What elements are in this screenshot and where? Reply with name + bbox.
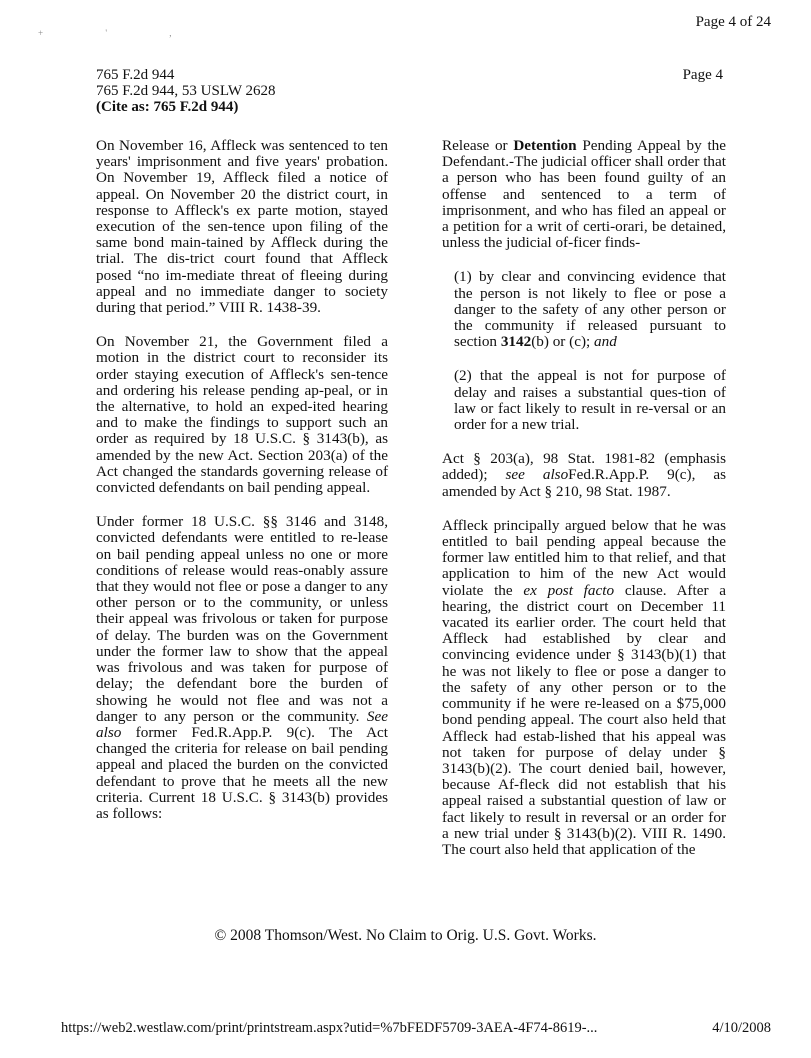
paragraph-former-law (96, 514, 388, 822)
section-3142-bold: 3142 (500, 333, 532, 351)
statute-clause-1 (454, 269, 726, 350)
copyright-notice: © 2008 Thomson/West. No Claim to Orig. U.S. Govt. Works. (214, 927, 597, 944)
citation-line-2: 765 F.2d 944, 53 USLW 2628 (96, 83, 276, 99)
scan-marks: + ' , (38, 28, 202, 38)
former-law-text: Under former 18 U.S.C. §§ 3146 and 3148, convicted defendants were entitled to re-lease on bail pending appeal unless no one or more conditions of release would reas-onably assure that they would not flee or pose a danger to any other person or to the community, or unless their appeal was frivolous or taken for purpose of delay. The burden was on the Government under the former law to show that the appeal was frivolous and was taken for purpose of delay; the defendant bore the burden of showing he would not flee and was not a danger to any person or the community. (96, 513, 388, 725)
citation-block (96, 67, 276, 115)
left-column (96, 138, 388, 840)
statute-clause-2: (2) that the appeal is not for purpose of delay and raises a substantial ques-tion of law or fact likely to result in re-versal or an order for a new trial. (454, 367, 726, 434)
act-citation-text: Act § 203(a), 98 Stat. 1981-82 (emphasis added); (442, 450, 726, 484)
ex-post-facto-italic: ex post facto (523, 581, 615, 599)
cite-as: (Cite as: 765 F.2d 944) (96, 99, 239, 115)
and-emphasis: and (594, 333, 617, 351)
argument-text-cont: clause. After a hearing, the district court on December 11 vacated its earlier order. The court held that Affleck had established by clear and convincing evidence under § 3143(b)(1) that he was not likely to flee or pose a danger to the safety of any other person or to the community if he were re-leased on a $75,000 bond pending appeal. The court also held that Affleck had estab-lished that his appeal was not taken for purpose of delay under § 3143(b)(2). The court denied bail, however, because Af-fleck did not establish that his appeal raised a substantial question of law or fact likely to result in reversal or an order for a new trial under § 3143(b)(2). VIII R. 1490. The court also held that application of the (442, 581, 726, 858)
argument-text: Affleck principally argued below that he was entitled to bail pending appeal because the former law entitled him to that relief, and that application to him of the new Act would violate the (442, 516, 726, 599)
footer-url: https://web2.westlaw.com/print/printstream.aspx?utid=%7bFEDF5709-3AEA-4F74-8619-... (61, 1020, 598, 1036)
page-label: Page 4 (682, 67, 723, 83)
paragraph-government-motion: On November 21, the Government filed a motion in the district court to reconsider its order staying execution of Affleck's sen-tence and ordering his release pending ap-peal, or in the alternative, to hold an exped-ited hearing and to make the findings to support such an order as required by 18 U.S.C. § 3143(b), as amended by the new Act. Section 203(a) of the Act changed the standards governing release of convicted defendants on bail pending appeal. (96, 333, 388, 497)
footer-date: 4/10/2008 (712, 1020, 771, 1036)
see-also-signal: See also (96, 707, 388, 741)
statute-intro-text-cont: Pending Appeal by the Defendant.-The judicial officer shall order that a person who has been found guilty of an offense and sentenced to a term of imprisonment, and who has filed an appeal or a petition for a writ of certi-orari, be detained, unless the judicial of-ficer finds- (442, 137, 727, 252)
clause-1-text-cont: (b) or (c); (531, 333, 591, 351)
paragraph-affleck-argument (442, 518, 726, 858)
statute-intro (442, 138, 726, 251)
citation-line-1: 765 F.2d 944 (96, 67, 175, 83)
act-citation-text-cont: Fed.R.App.P. 9(c), as amended by Act § 210, 98 Stat. 1987. (442, 466, 726, 500)
statute-intro-text: Release or (442, 137, 508, 154)
act-citation (442, 451, 726, 500)
right-column (442, 138, 726, 876)
detention-bold: Detention (513, 137, 577, 154)
page-of-count: Page 4 of 24 (695, 14, 771, 30)
see-also-signal-2: see also (505, 466, 569, 484)
paragraph-sentencing: On November 16, Affleck was sentenced to ten years' imprisonment and five years' probation. On November 19, Affleck filed a notice of appeal. On November 20 the district court, in response to Affleck's ex parte motion, stayed execution of the sen-tence upon filing of the same bond main-tained by Affleck during the trial. The dis-trict court found that Affleck posed “no im-mediate threat of fleeing during appeal and no immediate danger to society during that period.” VIII R. 1438-39. (96, 137, 388, 317)
clause-1-text: (1) by clear and convincing evidence that the person is not likely to flee or pose a danger to the safety of any other person or the community if released pursuant to section (454, 268, 726, 351)
former-law-text-cont: former Fed.R.App.P. 9(c). The Act changed the criteria for release on bail pending appeal and placed the burden on the convicted defendant to prove that he meets all the new criteria. Current 18 U.S.C. § 3143(b) provides as follows: (96, 723, 389, 822)
